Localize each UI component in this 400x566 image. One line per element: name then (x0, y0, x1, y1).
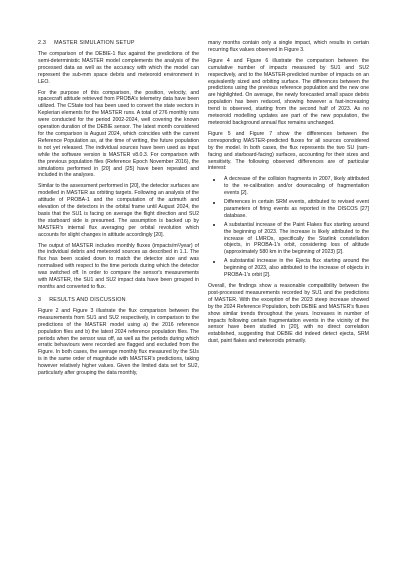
left-column (38, 40, 199, 381)
list-item: Differences in certain SRM events, attributed to revised event parameters of firing events as reported in the DISCOS [27] database. (208, 199, 369, 220)
paragraph: Similar to the assessment performed in [20], the detector surfaces are modelled in MASTER as orbiting targets. Following an analysis of the attitude of PROBA-1 and the computation of the azimuth and elevation of the detectors in the orbital frame until August 2024, the basis that the SU1 is facing on average the flight direction and SU2 the starboard side is presumed. The assumption is backed up by MASTER's internal flux averaging per orbital revolution which accounts for slight changes in attitude accordingly [20]. (38, 183, 199, 238)
list-item: A substantial increase in the Ejecta flux starting around the beginning of 2023, also attributed to the increase of objects in PROBA-1's orbit [2]. (208, 258, 369, 279)
bullet-icon (213, 261, 215, 263)
bullet-icon (213, 202, 215, 204)
paragraph: Overall, the findings show a reasonable compatibility between the post-processed measurements recorded by SU1 and the predictions of MASTER. With the exception of the 2023 steep increase showed by the 2024 Reference Population, both DEBIE and MASTER's fluxes show similar trends throughout the years. Increases in number of impacts following certain fragmentation events in the vicinity of the sensor have been studied in [20], with no direct correlation established, suggesting that DEBIE did indeed detect ejecta, SRM dust, paint flakes and meteoroids primarily. (208, 283, 369, 345)
paragraph: many months contain only a single impact, which results in certain recurring flux values observed in Figure 3. (208, 40, 369, 53)
section-heading-results (38, 297, 199, 304)
paragraph: Figure 4 and Figure 6 illustrate the comparison between the cumulative number of impacts measured by SU1 and SU2 respectively, and to the MASTER-predicted number of impacts on an equivalently sized and orbiting surface. The differences between the predictions using the previous reference population and the new one are highlighted. On average, the newly forecasted small space debris population has been reduced, showing however a fast-increasing trend is observed, starting from the second half of 2023. As no meteoroid modelling updates are part of the new population, the meteoroid background annual flux remains unchanged. (208, 57, 369, 126)
list-item: A decrease of the collision fragments in 2007, likely attributed to the re-calibration and/or downscaling of fragmentation events [2]. (208, 176, 369, 197)
paragraph: The output of MASTER includes monthly fluxes (impacts/m²/year) of the individual debris and meteoroid sources as described in 1.1. The flux has been scaled down to match the detector size and was normalised with respect to the time periods during which the detector was switched off. In order to compare the sensor's measurements with MASTER, the SU1 and SU2 impact data have been grouped in months and converted to flux. (38, 242, 199, 290)
paragraph: Figure 2 and Figure 3 illustrate the flux comparison between the measurements from SU1 and SU2 respectively, in comparison to the predictions of the MASTER model using a) the 2016 reference population files and b) the latest 2024 reference population files. The periods when the sensor was off, as well as the periods during which erratic behaviours were recorded are flagged and excluded from the Figure. In both cases, the average monthly flux measured by the SUs is in the same order of magnitude with MASTER's predictions, taking however relatively higher values. Given the limited data set for SU2, particularly after grouping the data monthly, (38, 307, 199, 377)
page-footer (0, 554, 400, 566)
section-title: RESULTS AND DISCUSSION (49, 296, 126, 303)
differences-list (208, 176, 369, 279)
bullet-icon (213, 179, 215, 181)
list-item: A substantial increase of the Paint Flakes flux starting around the beginning of 2023. The increase is likely attributed to the increase of LMROs, specifically the Starlink constellation objects, in PROBA-1's orbit, considering loss of altitude (approximately 580 km in the beginning of 2023) [2]. (208, 222, 369, 257)
section-title: MASTER SIMULATION SETUP (54, 40, 135, 46)
section-heading-master-setup (38, 40, 199, 47)
paragraph: Figure 5 and Figure 7 show the differences between the corresponding MASTER-predicted fluxes for all sources considered by the model. In both cases, the flux represents the two SU (ram-facing and starboard-facing) surfaces, accounting for their sizes and sensitivity. The following observed differences are of particular interest: (208, 130, 369, 172)
section-number: 2.3 (38, 40, 47, 46)
paragraph: The comparison of the DEBIE-1 flux against the predictions of the semi-deterministic MASTER model complements the analysis of the processed data as well as the accuracy with which the model can represent the sub-mm space debris and meteoroid environment in LEO. (38, 51, 199, 85)
section-number: 3 (38, 296, 42, 303)
bullet-icon (213, 224, 215, 226)
right-column (208, 40, 369, 349)
paragraph: For the purpose of this comparison, the position, velocity, and spacecraft attitude retrieved from PROBA's telemetry data have been utilized. The CState tool has been used to convert the state vectors in Keplerian elements for the MASTER runs. A total of 276 monthly runs were conducted for the period 2002-2024, well covering the known operation duration of the DEBIE sensor. The latest month considered for the comparison is August 2024, which coincides with the current Reference Population as, at the time of writing, the future population is not yet released. The individual sources have been used as input while the software version is MASTER v8.0.3. For comparison with the previous population files (Reference Epoch November 2016), the simulations performed in [20] and [25] have been repeated and included in the analyses. (38, 89, 199, 179)
